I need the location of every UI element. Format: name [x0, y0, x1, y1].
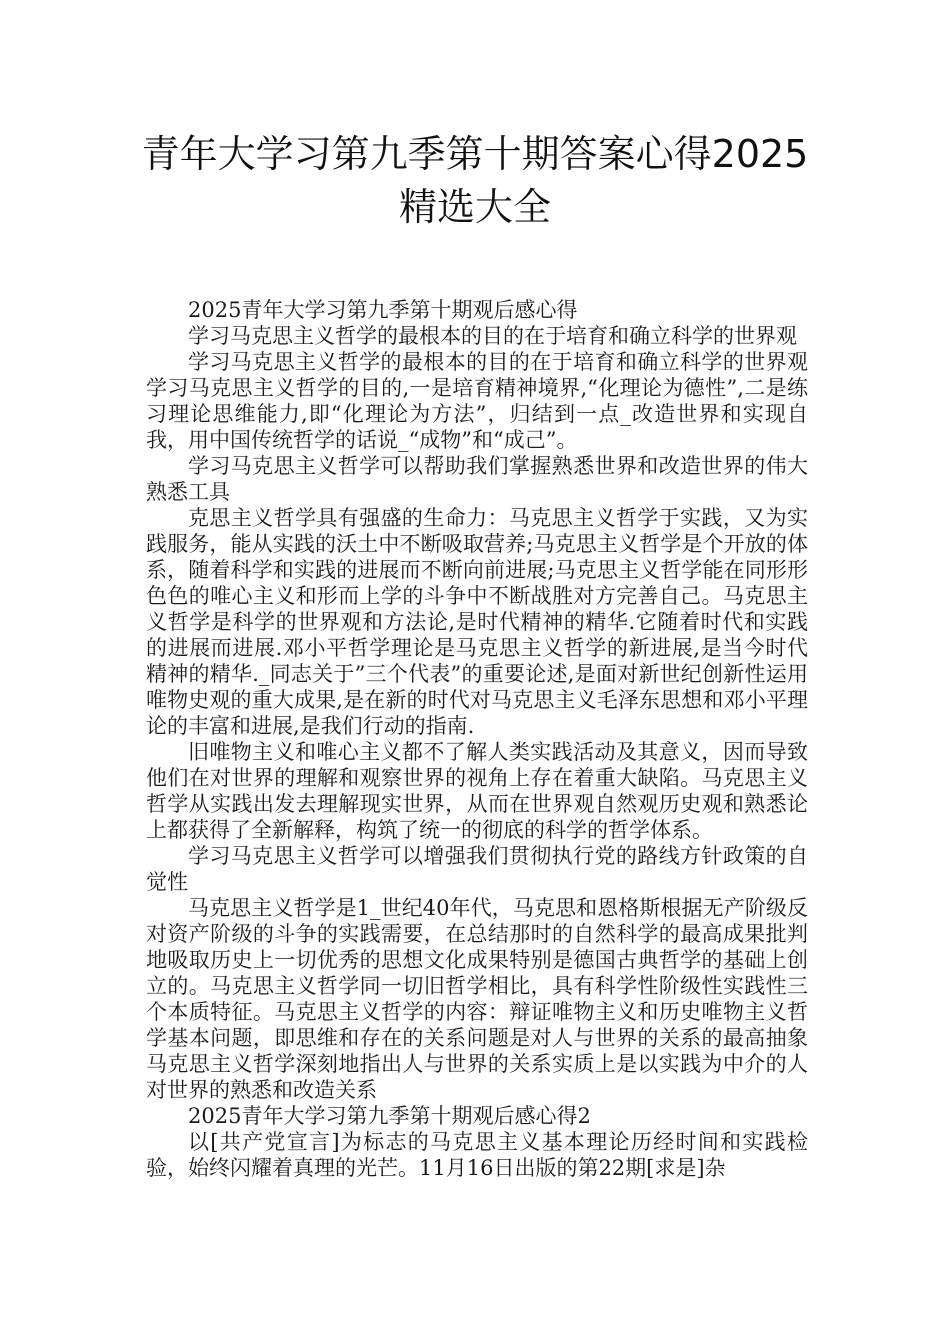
paragraph-subheading: 2025青年大学习第九季第十期观后感心得2: [188, 1104, 591, 1128]
document-body: [146, 297, 808, 1181]
paragraph: 马克思主义哲学是1_世纪40年代，马克思和恩格斯根据无产阶级反对资产阶级的斗争的实践需要，在总结那时的自然科学的最高成果批判地吸取历史上一切优秀的思想文化成果特别是德国古典哲学的基础上创立的。马克思主义哲学同一切旧哲学相比，具有科学性阶级性实践性三个本质特征。马克思主义哲学的内容：辩证唯物主义和历史唯物主义哲学基本问题，即思维和存在的关系问题是对人与世界的关系的最高抽象马克思主义哲学深刻地指出人与世界的关系实质上是以实践为中介的人对世界的熟悉和改造关系: [146, 896, 808, 1102]
paragraph: 以[共产党宣言]为标志的马克思主义基本理论历经时间和实践检验，始终闪耀着真理的光芒。11月16日出版的第22期[求是]杂: [146, 1130, 808, 1180]
paragraph: 学习马克思主义哲学的最根本的目的在于培育和确立科学的世界观学习马克思主义哲学的目的,一是培育精神境界,“化理论为德性”,二是练习理论思维能力,即“化理论为方法”，归结到一点_改造世界和实现自我，用中国传统哲学的话说_“成物”和“成己”。: [146, 350, 808, 452]
title-line-2: 精选大全: [398, 185, 551, 229]
title-line-1: 青年大学习第九季第十期答案心得2025: [141, 132, 809, 176]
paragraph-heading: 学习马克思主义哲学可以增强我们贯彻执行党的路线方针政策的自觉性: [146, 844, 808, 894]
paragraph-subheading: 2025青年大学习第九季第十期观后感心得: [188, 298, 578, 322]
paragraph: 克思主义哲学具有强盛的生命力：马克思主义哲学于实践，又为实践服务，能从实践的沃土中不断吸取营养;马克思主义哲学是个开放的体系，随着科学和实践的进展而不断向前进展;马克思主义哲学能在同形形色色的唯心主义和形而上学的斗争中不断战胜对方完善自己。马克思主义哲学是科学的世界观和方法论,是时代精神的精华.它随着时代和实践的进展而进展.邓小平哲学理论是马克思主义哲学的新进展,是当今时代精神的精华._同志关于”三个代表”的重要论述,是面对新世纪创新性运用唯物史观的重大成果,是在新的时代对马克思主义毛泽东思想和邓小平理论的丰富和进展,是我们行动的指南.: [146, 506, 808, 738]
paragraph-heading: 学习马克思主义哲学可以帮助我们掌握熟悉世界和改造世界的伟大熟悉工具: [146, 454, 808, 504]
document-title: [100, 128, 850, 234]
paragraph: 旧唯物主义和唯心主义都不了解人类实践活动及其意义，因而导致他们在对世界的理解和观察世界的视角上存在着重大缺陷。马克思主义哲学从实践出发去理解现实世界，从而在世界观自然观历史观和熟悉论上都获得了全新解释，构筑了统一的彻底的科学的哲学体系。: [146, 740, 808, 842]
paragraph-heading: 学习马克思主义哲学的最根本的目的在于培育和确立科学的世界观: [188, 324, 797, 348]
